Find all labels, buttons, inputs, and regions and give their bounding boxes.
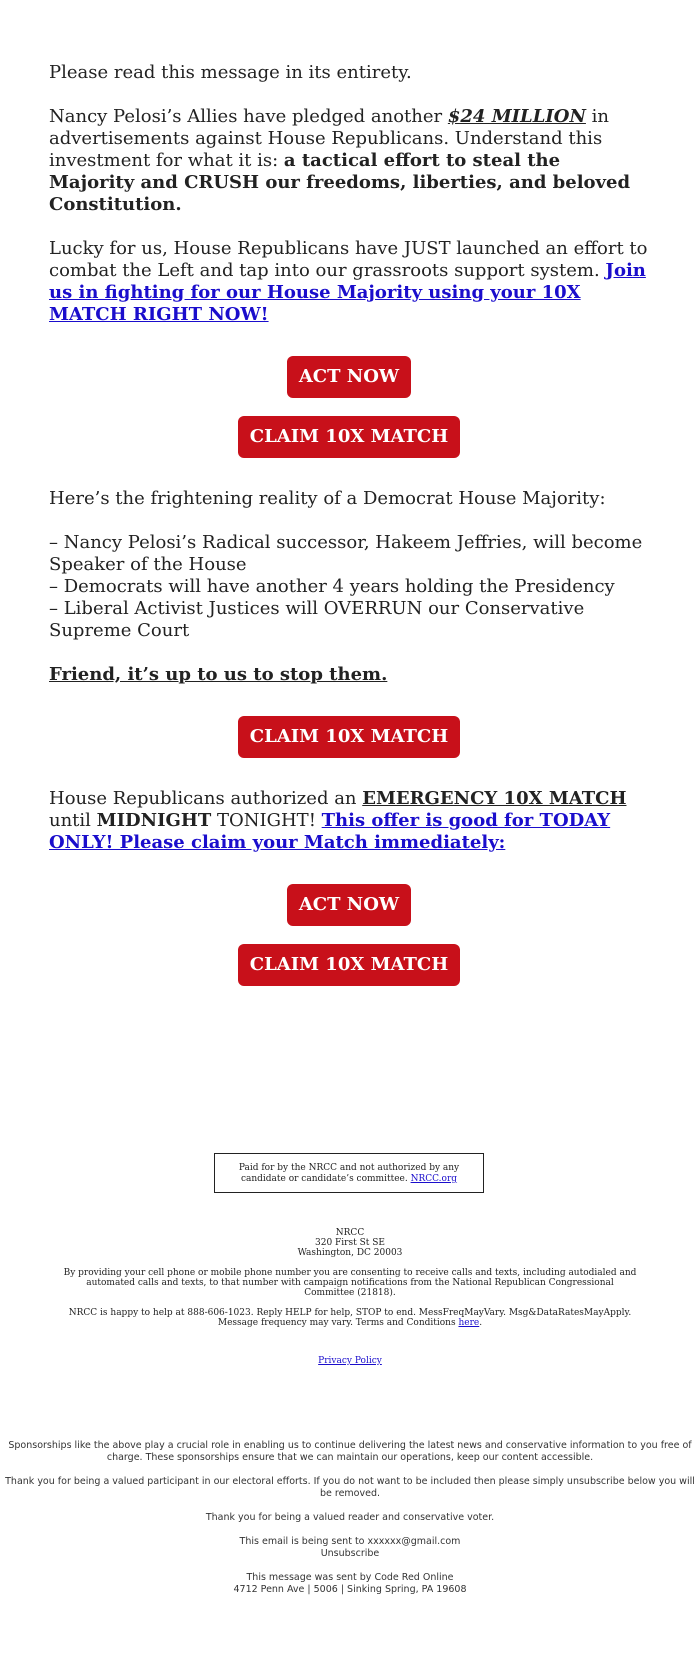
join-fight-link[interactable]: Join us in fighting for our House Majority using your 10X MATCH RIGHT NOW! [49, 260, 646, 325]
pledge-text-b: in advertisements against House Republicans. Understand this investment for what it is: [49, 106, 609, 171]
emergency-text-a: House Republicans authorized an [49, 788, 363, 809]
claim-match-button[interactable]: CLAIM 10X MATCH [238, 416, 460, 458]
launch-text: Lucky for us, House Republicans have JUST launched an effort to combat the Left and tap into our grassroots support system. [49, 238, 648, 281]
sender-text: This message was sent by Code Red Online [246, 1572, 454, 1583]
bullet-item: – Democrats will have another 4 years holding the Presidency [49, 576, 615, 597]
sms-consent: By providing your cell phone or mobile phone number you are consenting to receive calls and texts, including autodialed and automated calls and texts, to that number with campaign notifications from the National Republican Congressional Committee (21818). [63, 1268, 637, 1298]
bullet-item: – Nancy Pelosi’s Radical successor, Hakeem Jeffries, will become Speaker of the House [49, 532, 643, 575]
emergency-text-b: until [49, 810, 97, 831]
org-street: 320 First St SE [315, 1238, 385, 1248]
emergency-text-c: TONIGHT! [211, 810, 322, 831]
emergency-paragraph [49, 788, 649, 854]
participant-thanks: Thank you for being a valued participant in our electoral efforts. If you do not want to be included then please simply unsubscribe below you will be removed. [5, 1476, 695, 1499]
pledge-paragraph [49, 106, 649, 216]
act-now-button[interactable]: ACT NOW [287, 356, 411, 398]
bullet-item: – Liberal Activist Justices will OVERRUN our Conservative Supreme Court [49, 598, 585, 641]
sender-address: 4712 Penn Ave | 5006 | Sinking Spring, PA 19608 [233, 1584, 467, 1595]
sent-to-text: This email is being sent to xxxxxx@gmail.com [239, 1536, 461, 1547]
paid-for-disclaimer [214, 1153, 484, 1193]
act-now-button[interactable]: ACT NOW [287, 884, 411, 926]
org-info [60, 1228, 640, 1366]
pledge-text-a: Nancy Pelosi’s Allies have pledged another [49, 106, 448, 127]
disclaimer-text: Paid for by the NRCC and not authorized by any candidate or candidate’s committee. [238, 1163, 460, 1184]
email-body [49, 62, 649, 986]
intro-text: Please read this message in its entirety. [49, 62, 412, 83]
midnight-text: MIDNIGHT [96, 810, 212, 831]
pledge-bold: a tactical effort to steal the Majority and CRUSH our freedoms, liberties, and beloved Constitution. [49, 150, 631, 215]
claim-today-link[interactable]: This offer is good for TODAY ONLY! Please claim your Match immediately: [49, 810, 611, 853]
emergency-match: EMERGENCY 10X MATCH [362, 788, 627, 809]
launch-paragraph [49, 238, 649, 326]
org-city: Washington, DC 20003 [297, 1248, 403, 1258]
footer [0, 1440, 700, 1596]
terms-link[interactable]: here [458, 1318, 480, 1328]
unsubscribe-link[interactable]: Unsubscribe [320, 1548, 380, 1559]
claim-match-button[interactable]: CLAIM 10X MATCH [238, 944, 460, 986]
sponsorship-text: Sponsorships like the above play a crucial role in enabling us to continue delivering the latest news and conservative information to you free of charge. These sponsorships ensure that we can maintain our operations, keep our content accessible. [8, 1440, 692, 1463]
reality-heading: Here’s the frightening reality of a Democrat House Majority: [49, 488, 606, 509]
reader-thanks: Thank you for being a valued reader and conservative voter. [205, 1512, 495, 1523]
org-name: NRCC [335, 1228, 365, 1238]
friend-line: Friend, it’s up to us to stop them. [49, 664, 388, 685]
pledge-amount: $24 MILLION [447, 106, 586, 127]
nrcc-org-link[interactable]: NRCC.org [410, 1174, 458, 1184]
help-text: NRCC is happy to help at 888-606-1023. Reply HELP for help, STOP to end. MessFreqMayVary. Msg&DataRatesMayApply. Message frequency may vary. Terms and Conditions here. [68, 1308, 632, 1328]
privacy-policy-link[interactable]: Privacy Policy [318, 1356, 382, 1366]
claim-match-button[interactable]: CLAIM 10X MATCH [238, 716, 460, 758]
